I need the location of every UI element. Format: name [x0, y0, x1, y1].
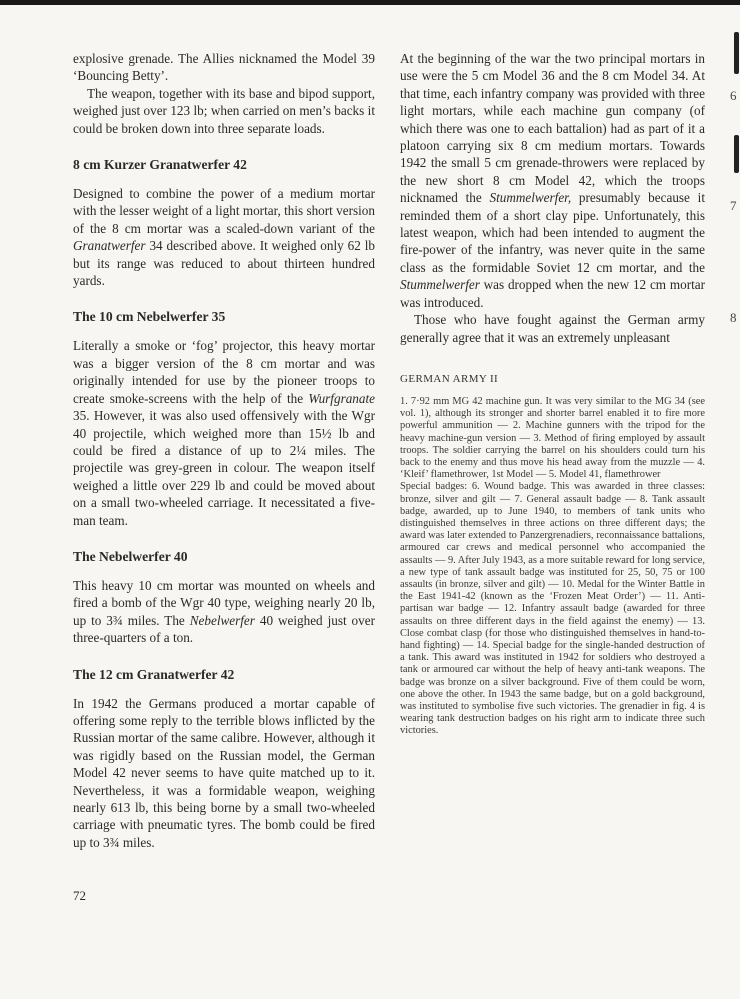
caption-label: GERMAN ARMY II [400, 372, 499, 385]
facing-page-edge-mark [734, 135, 739, 173]
facing-page-number: 8 [730, 310, 737, 325]
section-text-12cm-granatwerfer-42: In 1942 the Germans produced a mortar capable of offering some reply to the terrible blows inflicted by the Russian mortar of the same calibre. However, although it was rigidly based on the Russian model, the German Model 42 never seems to have quite matched up to it. Nevertheless, it was a formidable weapon, weighing nearly 613 lb, this being borne by a small two-wheeled carriage with pneumatic tyres. The bomb could be fired up to 3¾ miles. [73, 695, 375, 850]
page-number: 72 [73, 888, 86, 903]
section-text-kurzer-granatwerfer-42: Designed to combine the power of a medium mortar with the lesser weight of a light mortar, this short version of the 8 cm mortar was a scaled-down variant of the Granatwerfer 34 described above. It weighed only 62 lb but its range was reduced to about thirteen hundred yards. [73, 186, 375, 289]
facing-page-number: 7 [730, 198, 737, 213]
section-text-nebelwerfer-35: Literally a smoke or ‘fog’ projector, this heavy mortar was a bigger version of the 8 cm mortar and was originally intended for use by the pioneer troops to create smoke-screens with the help of the Wurfgranate 35. However, it was also used offensively with the Wgr 40 projectile, which weighed more than 15½ lb and could be fired a distance of up to 2¼ miles. The projectile was grey-green in colour. The weapon itself weighed a little over 229 lb and could be moved about on a small two-wheeled carriage. It necessitated a five-man team. [73, 338, 375, 528]
section-heading-nebelwerfer-40: The Nebelwerfer 40 [73, 548, 188, 564]
facing-page-number: 6 [730, 88, 737, 103]
mortar-history-paragraph: At the beginning of the war the two principal mortars in use were the 5 cm Model 36 and the 8 cm Model 34. At that time, each infantry company was provided with three light mortars, while each machine gun company (of which there was one to each battalion) had as part of it a platoon carrying six 8 cm medium mortars. Towards 1942 the small 5 cm grenade-throwers were replaced by the new short 8 cm Model 42, which the troops nicknamed the Stummelwerfer, presumably because it reminded them of a short clay pipe. Unfortunately, this latest weapon, which had been intended to augment the fire-power of the infantry, was never quite in the same class as the formidable Soviet 12 cm mortar, and the Stummelwerfer was dropped when the new 12 cm mortar was introduced. [400, 51, 705, 310]
section-text-nebelwerfer-40: This heavy 10 cm mortar was mounted on wheels and fired a bomb of the Wgr 40 type, weighing nearly 20 lb, up to 3¾ miles. The Nebelwerfer 40 weighed just over three-quarters of a ton. [73, 577, 375, 646]
intro-paragraph-2: The weapon, together with its base and bipod support, weighed just over 123 lb; when carried on men’s backs it could be broken down into three separate loads. [73, 85, 375, 136]
section-heading-kurzer-granatwerfer-42: 8 cm Kurzer Granatwerfer 42 [73, 157, 247, 173]
section-heading-nebelwerfer-35: The 10 cm Nebelwerfer 35 [73, 309, 226, 325]
page-top-edge [0, 0, 740, 5]
german-army-paragraph: Those who have fought against the German army generally agree that it was an extremely unpleasant [400, 312, 705, 345]
caption-badges: Special badges: 6. Wound badge. This was awarded in three classes: bronze, silver and gilt — 7. General assault badge — 8. Tank assault badge, awarded, up to June 1940, to members of tank units who distinguished themselves in three actions on three different days; the award was later extended to Panzergrenadiers, reconnaissance battalions, armoured car crews and medical personnel who accompanied the assaults — 9. After July 1943, as a more suitable reward for long service, a new type of tank assault badge was instituted for 25, 50, 75 or 100 assaults (in bronze, silver and gilt) — 10. Medal for the Winter Battle in the East 1941-42 (known as the ‘Frozen Meat Order’) — 11. Anti-partisan war badge — 12. Infantry assault badge (awarded for three assaults on three different days in the field against the enemy) — 13. Close combat clasp (for those who distinguished themselves in hand-to-hand fighting) — 14. Special badge for the single-handed destruction of a tank. This award was instituted in 1942 for soldiers who destroyed a tank or armoured car without the help of heavy anti-tank weapons. The badge was bronze on a silver background. Five of them could be worn, one above the other. In 1943 the same badge, but on a gold background, was instituted to symbolise five such victories. The grenadier in fig. 4 is wearing tank destruction badges on his right arm to indicate three such victories. [400, 481, 705, 737]
left-column [73, 50, 375, 851]
facing-page-edge-mark [734, 32, 739, 74]
section-heading-12cm-granatwerfer-42: The 12 cm Granatwerfer 42 [73, 666, 235, 682]
intro-paragraph-1: explosive grenade. The Allies nicknamed the Model 39 ‘Bouncing Betty’. [73, 51, 375, 84]
caption-weapons: 1. 7·92 mm MG 42 machine gun. It was very similar to the MG 34 (see vol. 1), although its stronger and shorter barrel enabled it to fire more powerful ammunition — 2. Machine gunners with the tripod for the heavy machine-gun version — 3. Method of firing employed by assault troops. The soldier carrying the barrel on his shoulders could turn his back to the enemy and thus move his head away from the muzzle — 4. ‘Kleif’ flamethrower, 1st Model — 5. Model 41, flamethrower [400, 395, 705, 481]
right-column [400, 50, 705, 738]
